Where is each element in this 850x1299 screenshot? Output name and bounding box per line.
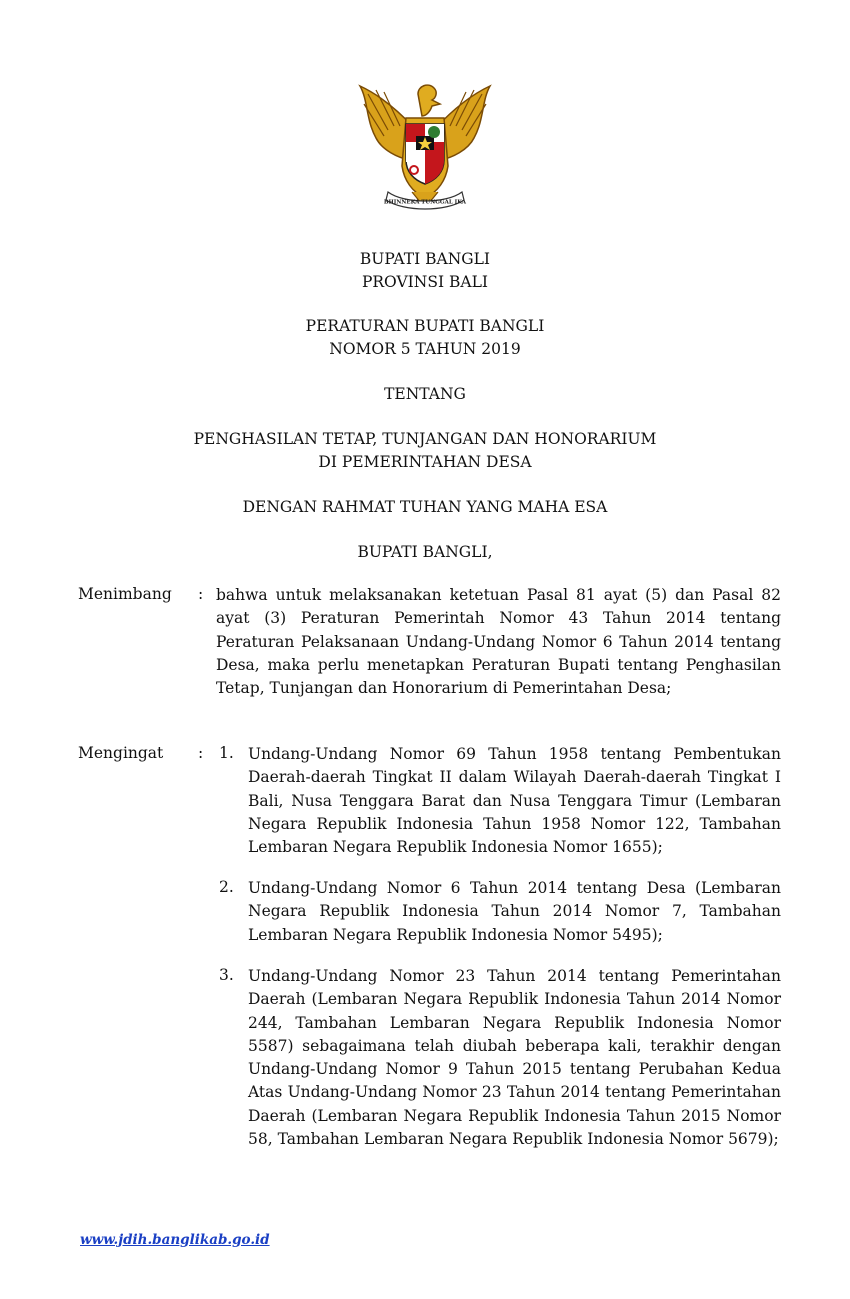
mengingat-item-3-text: Undang-Undang Nomor 23 Tahun 2014 tentang Pemerintahan Daerah (Lembaran Negara Republik Indonesia Tahun 2014 Nomor 244, Tambahan Lembaran Negara Republik Indonesia Nomor 5587) sebagaimana telah diubah beberapa kali, terakhir dengan Undang-Undang Nomor 9 Tahun 2015 tentang Perubahan Kedua Atas Undang-Undang Nomor 23 Tahun 2014 tentang Pemerintahan Daerah (Lembaran Negara Republik Indonesia Tahun 2015 Nomor 58, Tambahan Lembaran Negara Republik Indonesia Nomor 5679); [248, 967, 781, 1149]
blessing-line: DENGAN RAHMAT TUHAN YANG MAHA ESA [242, 498, 608, 516]
province-title: PROVINSI BALI [361, 273, 489, 291]
footer-website-link[interactable]: www.jdih.banglikab.go.id [80, 1232, 270, 1248]
garuda-pancasila-emblem-icon [348, 80, 502, 218]
mengingat-item-1-text: Undang-Undang Nomor 69 Tahun 1958 tentang Pembentukan Daerah-daerah Tingkat II dalam Wilayah Daerah-daerah Tingkat I Bali, Nusa Tenggara Barat dan Nusa Tenggara Timur (Lembaran Negara Republik Indonesia Tahun 1958 Nomor 122, Tambahan Lembaran Negara Republik Indonesia Nomor 1655); [248, 745, 781, 857]
menimbang-text: bahwa untuk melaksanakan ketetuan Pasal 81 ayat (5) dan Pasal 82 ayat (3) Peraturan Pemerintah Nomor 43 Tahun 2014 tentang Peraturan Pelaksanaan Undang-Undang Nomor 6 Tahun 2014 tentang Desa, maka perlu menetapkan Peraturan Bupati tentang Penghasilan Tetap, Tunjangan dan Honorarium di Pemerintahan Desa; [216, 586, 781, 698]
subject-line-2: DI PEMERINTAHAN DESA [318, 453, 532, 471]
subject-line-1: PENGHASILAN TETAP, TUNJANGAN DAN HONORARIUM [193, 430, 657, 448]
regulation-title: PERATURAN BUPATI BANGLI [305, 317, 545, 335]
regulation-number: NOMOR 5 TAHUN 2019 [329, 340, 521, 358]
mengingat-item-1-number: 1. [219, 744, 234, 762]
mengingat-item-3-number: 3. [219, 966, 234, 984]
mengingat-colon: : [198, 744, 204, 762]
mengingat-item-2-text: Undang-Undang Nomor 6 Tahun 2014 tentang Desa (Lembaran Negara Republik Indonesia Tahun 2014 Nomor 7, Tambahan Lembaran Negara Republik Indonesia Nomor 5495); [248, 879, 781, 944]
svg-text:BHINNEKA TUNGGAL IKA: BHINNEKA TUNGGAL IKA [383, 199, 467, 206]
mengingat-label: Mengingat [78, 744, 164, 762]
official-title: BUPATI BANGLI, [357, 543, 493, 561]
issuer-title: BUPATI BANGLI [359, 250, 491, 268]
about-heading: TENTANG [384, 385, 466, 403]
menimbang-label: Menimbang [78, 585, 172, 603]
mengingat-item-2-number: 2. [219, 878, 234, 896]
menimbang-colon: : [198, 585, 204, 603]
